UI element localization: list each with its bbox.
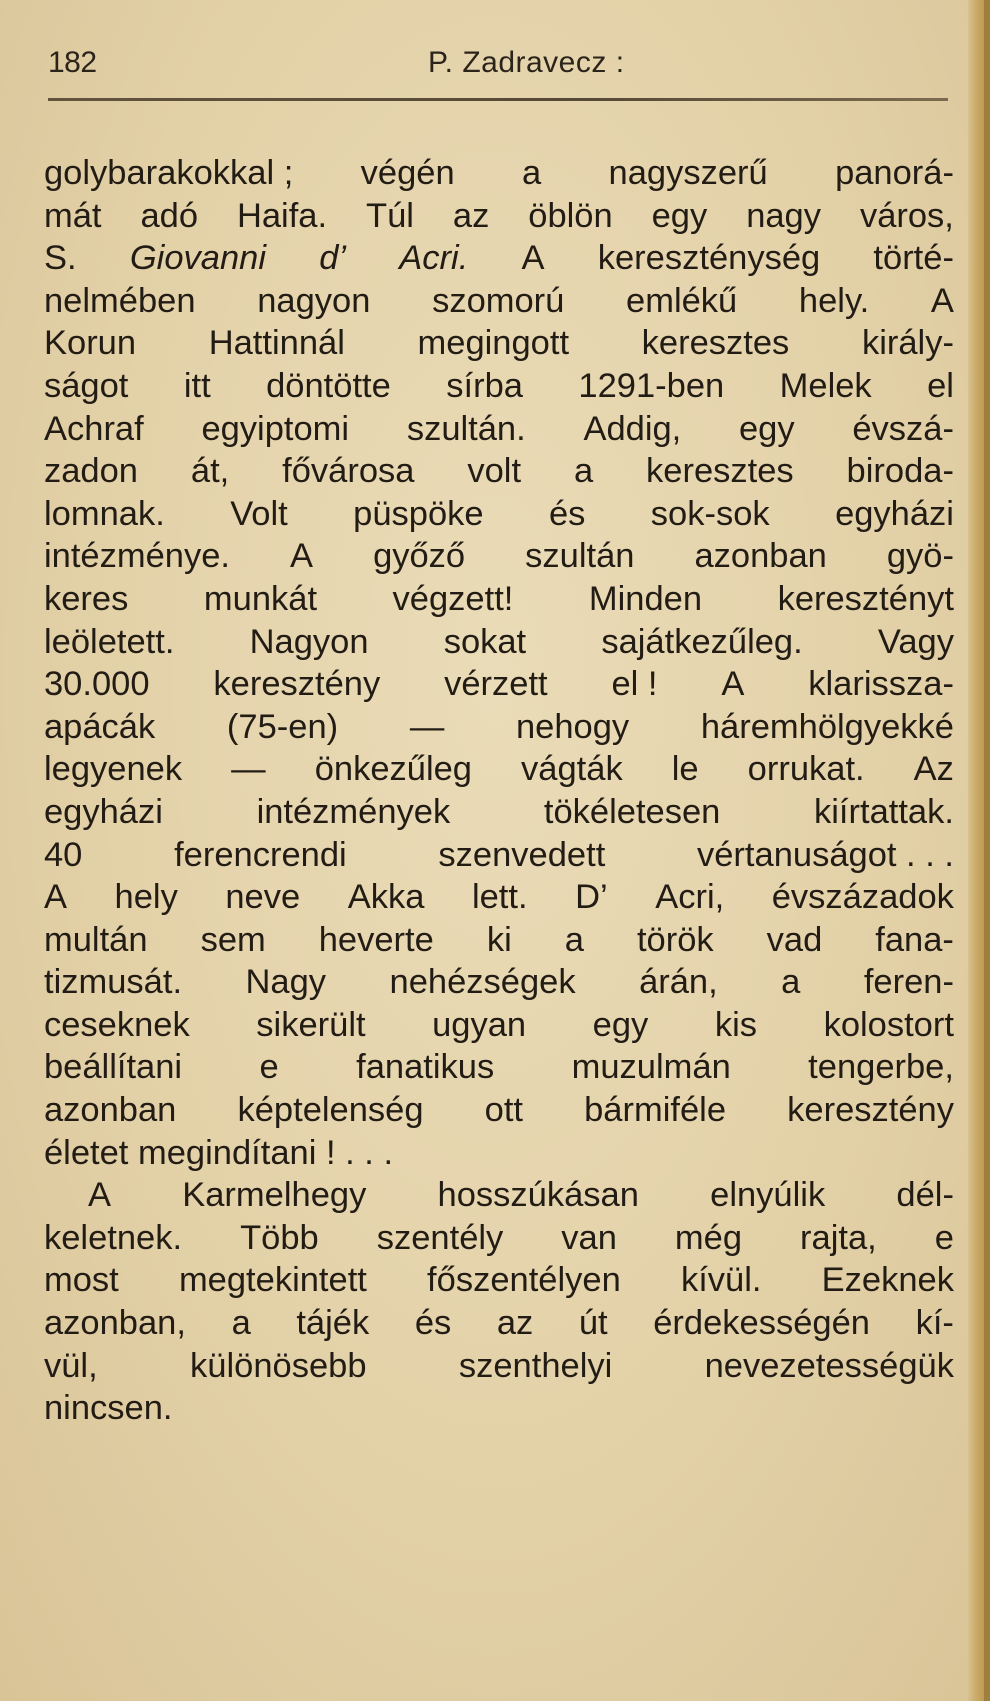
word: A: [44, 878, 68, 917]
word: Volt: [230, 494, 288, 533]
word: szenthelyi: [458, 1346, 613, 1385]
word: beállítani: [44, 1048, 183, 1087]
word: ságot: [44, 366, 129, 405]
word: keresztény: [787, 1091, 954, 1130]
word: fana-: [875, 920, 954, 959]
word: e: [259, 1048, 279, 1087]
text-line: [44, 621, 954, 664]
word: még: [674, 1218, 743, 1257]
word: szenvedett: [438, 835, 606, 874]
text-line: [44, 535, 954, 578]
word: Több: [240, 1218, 319, 1257]
text-line: [44, 1174, 954, 1217]
text-line: [44, 408, 954, 451]
word: klarissza-: [808, 665, 954, 704]
word: szentély: [376, 1218, 504, 1257]
word: Giovanni: [129, 239, 266, 278]
word: van: [561, 1218, 617, 1257]
word: vérzett: [444, 665, 548, 704]
word: apácák: [44, 707, 156, 746]
word: szomorú: [432, 281, 565, 320]
text-line: [44, 1004, 954, 1047]
word: el !: [611, 665, 658, 704]
word: és: [548, 494, 586, 533]
word: megindítani ! . . .: [138, 1133, 394, 1172]
header-rule: [48, 98, 948, 101]
word: 30.000: [44, 665, 150, 704]
word: vad: [766, 920, 823, 959]
word: tökéletesen: [543, 792, 721, 831]
word: 40: [44, 835, 83, 874]
word: heverte: [318, 920, 434, 959]
page-edge-strip: [984, 0, 990, 1701]
text-line: [44, 748, 954, 791]
word: egyházi: [44, 792, 163, 831]
word: király-: [861, 324, 954, 363]
word: bármiféle: [584, 1091, 727, 1130]
word: ki: [486, 920, 512, 959]
word: panorá-: [835, 154, 954, 192]
text-line: [44, 834, 954, 877]
word: azonban,: [44, 1304, 186, 1343]
word: út: [578, 1304, 608, 1343]
word: A: [721, 665, 745, 704]
word: megingott: [417, 324, 570, 363]
word: leöletett.: [44, 622, 175, 661]
word: itt: [183, 366, 211, 405]
word: kiírtattak.: [814, 792, 954, 831]
word: feren-: [863, 963, 954, 1002]
word: azonban: [694, 537, 827, 576]
text-line: [44, 706, 954, 749]
word: szultán.: [406, 409, 526, 448]
word: nagyszerű: [608, 154, 768, 192]
word: Hattinnál: [208, 324, 345, 363]
word: rajta,: [800, 1218, 877, 1257]
text-line: [44, 1259, 954, 1302]
word: sok-sok: [650, 494, 770, 533]
word: város,: [859, 196, 954, 235]
word: nevezetességük: [704, 1346, 954, 1385]
text-line: [44, 1089, 954, 1132]
word: gyö-: [886, 537, 954, 576]
word: egy: [651, 196, 708, 235]
text-line: [44, 1217, 954, 1260]
word: Nagyon: [249, 622, 369, 661]
word: egy: [592, 1005, 649, 1044]
word: nagy: [746, 196, 821, 235]
word: sírba: [446, 366, 523, 405]
word: egy: [738, 409, 795, 448]
word: ceseknek: [44, 1005, 190, 1044]
word: nelmében: [44, 281, 196, 320]
word: Vagy: [877, 622, 954, 661]
word: Akka: [347, 878, 425, 917]
text-line: [44, 322, 954, 365]
word: a: [781, 963, 801, 1002]
word: keresztény: [213, 665, 381, 704]
word: adó: [140, 196, 199, 235]
word: kí-: [915, 1304, 954, 1343]
text-line: [44, 1132, 954, 1175]
word: Acri.: [399, 239, 469, 278]
word: Achraf: [44, 409, 144, 448]
text-line: [44, 365, 954, 408]
word: ferencrendi: [174, 835, 347, 874]
word: a: [573, 452, 594, 491]
word: volt: [467, 452, 522, 491]
word: főszentélyen: [427, 1261, 621, 1300]
word: kolostort: [823, 1005, 954, 1044]
word: keres: [44, 579, 129, 618]
text-line: [44, 280, 954, 323]
body-text: [44, 152, 954, 1430]
text-line: [44, 578, 954, 621]
text-line: [44, 493, 954, 536]
word: hosszúkásan: [437, 1176, 639, 1215]
word: neve: [225, 878, 301, 917]
word: tengerbe,: [808, 1048, 954, 1087]
word: végzett!: [392, 579, 514, 618]
word: és: [414, 1304, 452, 1343]
word: (75-en): [226, 707, 339, 746]
word: végén: [360, 154, 455, 192]
word: sikerült: [256, 1005, 366, 1044]
word: öblön: [528, 196, 613, 235]
text-line: [44, 876, 954, 919]
word: az: [496, 1304, 534, 1343]
word: kívül.: [680, 1261, 762, 1300]
word: le: [671, 750, 699, 789]
word: keresztes: [641, 324, 790, 363]
word: évszá-: [852, 409, 954, 448]
word: legyenek: [44, 750, 183, 789]
text-line: [44, 961, 954, 1004]
word: képtelenség: [237, 1091, 424, 1130]
word: ugyan: [432, 1005, 527, 1044]
word: el: [927, 366, 954, 405]
word: érdekességén: [653, 1304, 870, 1343]
word: a: [522, 154, 542, 192]
word: nagyon: [257, 281, 371, 320]
text-line: [44, 152, 954, 195]
word: különösebb: [190, 1346, 367, 1385]
word: keresztes: [646, 452, 794, 491]
word: A: [88, 1176, 112, 1215]
word: tizmusát.: [44, 963, 183, 1002]
word: —: [231, 750, 266, 789]
word: emlékű: [626, 281, 738, 320]
word: törté-: [873, 239, 954, 278]
word: Az: [913, 750, 954, 789]
word: török: [636, 920, 714, 959]
text-line: [44, 237, 954, 280]
word: intézménye.: [44, 537, 231, 576]
word: vágták: [521, 750, 623, 789]
word: keresztényt: [777, 579, 954, 618]
word: Túl: [366, 196, 414, 235]
word: egyiptomi: [201, 409, 350, 448]
text-line: [44, 791, 954, 834]
word: döntötte: [266, 366, 391, 405]
word: Acri,: [655, 878, 725, 917]
word: Minden: [588, 579, 703, 618]
word: fanatikus: [356, 1048, 495, 1087]
text-line: [44, 195, 954, 238]
word: Nagy: [245, 963, 327, 1002]
word: —: [409, 707, 445, 746]
word: a: [564, 920, 584, 959]
word: győző: [373, 537, 466, 576]
text-line: [44, 919, 954, 962]
word: sem: [200, 920, 266, 959]
word: most: [44, 1261, 119, 1300]
word: lett.: [471, 878, 528, 917]
word: szultán: [525, 537, 635, 576]
word: vül,: [44, 1346, 98, 1385]
word: zadon: [44, 452, 138, 491]
word: kis: [714, 1005, 758, 1044]
page-number: 182: [48, 46, 97, 79]
word: Ezeknek: [821, 1261, 954, 1300]
text-line: [44, 1302, 954, 1345]
word: S.: [44, 239, 77, 278]
word: Korun: [44, 324, 137, 363]
word: elnyúlik: [710, 1176, 826, 1215]
text-line: [44, 663, 954, 706]
text-line: [44, 1345, 954, 1388]
word: munkát: [203, 579, 318, 618]
word: D’: [575, 878, 608, 917]
word: 1291-ben: [578, 366, 725, 405]
word: nincsen.: [44, 1389, 173, 1428]
word: tájék: [296, 1304, 370, 1343]
word: püspöke: [353, 494, 484, 533]
word: hely.: [798, 281, 870, 320]
word: e: [934, 1218, 954, 1257]
word: fővárosa: [282, 452, 415, 491]
word: biroda-: [846, 452, 954, 491]
word: dél-: [896, 1176, 954, 1215]
word: lomnak.: [44, 494, 165, 533]
word: évszázadok: [771, 878, 954, 917]
word: sajátkezűleg.: [601, 622, 803, 661]
word: nehogy: [515, 707, 630, 746]
word: életet: [44, 1133, 129, 1172]
text-line: [44, 1387, 954, 1430]
word: önkezűleg: [314, 750, 472, 789]
word: a: [231, 1304, 251, 1343]
word: ott: [484, 1091, 524, 1130]
word: nehézségek: [389, 963, 576, 1002]
word: kereszténység: [597, 239, 821, 278]
page-header: [48, 38, 948, 88]
word: Melek: [779, 366, 872, 405]
word: megtekintett: [178, 1261, 367, 1300]
word: egyházi: [835, 494, 954, 533]
word: A: [521, 239, 545, 278]
word: vértanuságot . . .: [697, 835, 954, 874]
word: Addig,: [583, 409, 682, 448]
word: háremhölgyekké: [700, 707, 954, 746]
word: az: [452, 196, 490, 235]
running-head: P. Zadravecz :: [428, 46, 625, 79]
word: hely: [114, 878, 178, 917]
word: keletnek.: [44, 1218, 183, 1257]
word: muzulmán: [571, 1048, 731, 1087]
text-line: [44, 450, 954, 493]
word: Karmelhegy: [182, 1176, 367, 1215]
word: sokat: [443, 622, 527, 661]
word: árán,: [639, 963, 718, 1002]
word: d’: [319, 239, 347, 278]
word: át,: [190, 452, 230, 491]
word: intézmények: [256, 792, 451, 831]
word: A: [290, 537, 314, 576]
word: orrukat.: [747, 750, 865, 789]
word: A: [930, 281, 954, 320]
word: golybarakokkal ;: [44, 154, 294, 192]
text-line: [44, 1046, 954, 1089]
word: multán: [44, 920, 148, 959]
word: mát: [44, 196, 102, 235]
word: Haifa.: [236, 196, 328, 235]
word: azonban: [44, 1091, 177, 1130]
